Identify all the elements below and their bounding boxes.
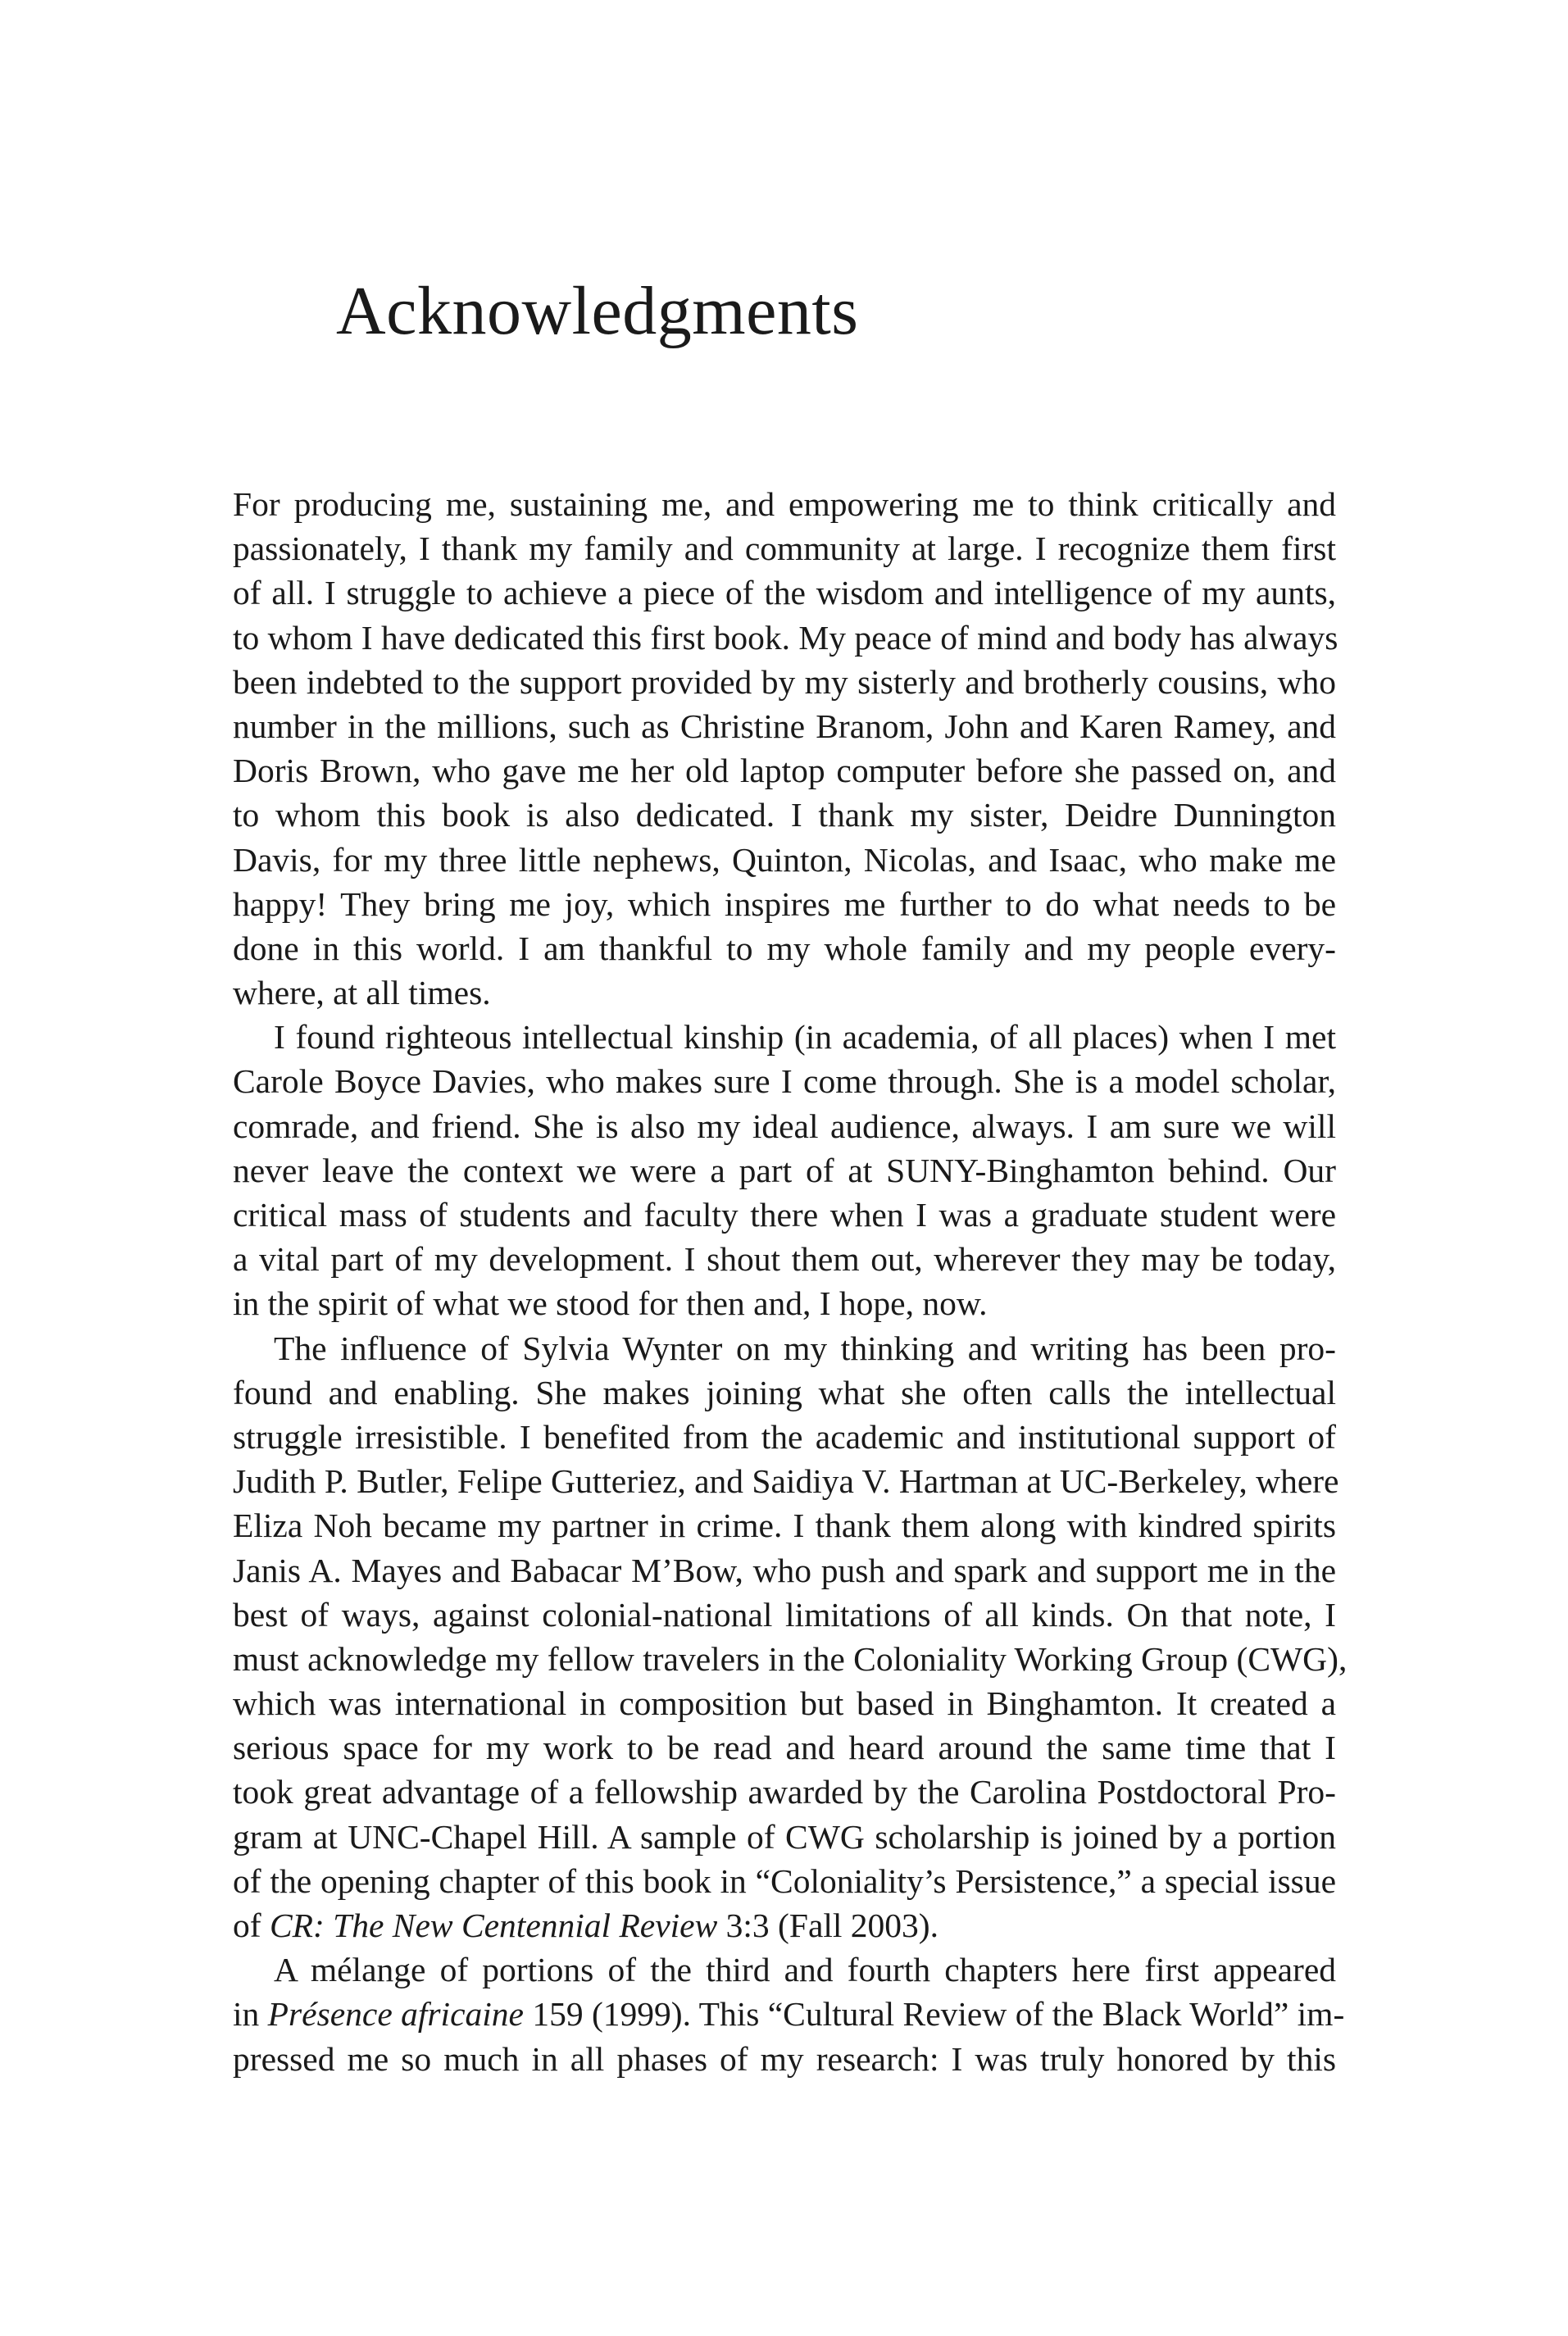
text-line: pressed me so much in all phases of my research: I was truly honored by this [233,2039,1336,2078]
text-fragment: 3:3 (Fall 2003). [717,1907,939,1944]
text-line: I found righteous intellectual kinship (in academia, of all places) when I met [274,1018,1336,1057]
text-line: happy! They bring me joy, which inspires me further to do what needs to be [233,884,1336,923]
text-line: in the spirit of what we stood for then and, I hope, now. [233,1284,988,1323]
text-line: Judith P. Butler, Felipe Gutteriez, and Saidiya V. Hartman at UC-Berkeley, where [233,1462,1339,1501]
text-line: a vital part of my development. I shout them out, wherever they may be today, [233,1240,1336,1279]
text-line: must acknowledge my fellow travelers in the Coloniality Working Group (CWG), [233,1639,1348,1678]
paragraph-4 [233,1947,1345,2081]
text-line: gram at UNC-Chapel Hill. A sample of CWG scholarship is joined by a portion [233,1817,1336,1856]
text-line: Carole Boyce Davies, who makes sure I come through. She is a model scholar, [233,1062,1336,1101]
text-line: found and enabling. She makes joining what she often calls the intellectual [233,1373,1336,1411]
text-line: comrade, and friend. She is also my ideal audience, always. I am sure we will [233,1107,1336,1145]
text-line: The influence of Sylvia Wynter on my thinking and writing has been pro- [274,1329,1336,1367]
journal-title: Présence africaine [267,1995,524,2034]
text-line: done in this world. I am thankful to my whole family and my people every- [233,929,1336,967]
text-line: to whom this book is also dedicated. I thank my sister, Deidre Dunnington [233,796,1336,834]
paragraph-2 [233,1015,1336,1325]
text-line: Eliza Noh became my partner in crime. I thank them along with kindred spirits [233,1507,1336,1545]
text-line: took great advantage of a fellowship awarded by the Carolina Postdoctoral Pro- [233,1773,1336,1811]
text-line: which was international in composition but based in Binghamton. It created a [233,1684,1336,1723]
text-line: best of ways, against colonial-national limitations of all kinds. On that note, I [233,1595,1336,1634]
paragraph-1 [233,482,1336,1015]
text-line: Davis, for my three little nephews, Quinton, Nicolas, and Isaac, who make me [233,840,1336,879]
text-line: critical mass of students and faculty there when I was a graduate student were [233,1196,1336,1234]
text-line-with-citation [233,1992,1345,2036]
text-fragment: 159 (1999). This “Cultural Review of the Black World” im- [523,1995,1345,2034]
text-fragment: of [233,1907,270,1944]
text-line: For producing me, sustaining me, and empowering me to think critically and [233,485,1336,523]
text-line: A mélange of portions of the third and fourth chapters here first appeared [274,1951,1336,1989]
text-line: Janis A. Mayes and Babacar M’Bow, who push and spark and support me in the [233,1551,1336,1589]
text-line: struggle irresistible. I benefited from the academic and institutional support of [233,1417,1336,1456]
text-line: Doris Brown, who gave me her old laptop computer before she passed on, and [233,752,1336,790]
text-line: of the opening chapter of this book in “Coloniality’s Persistence,” a special issue [233,1861,1336,1900]
page-title: Acknowledgments [336,273,859,349]
text-line: passionately, I thank my family and community at large. I recognize them first [233,529,1336,568]
text-line: where, at all times. [233,974,491,1012]
journal-title: CR: The New Centennial Review [269,1907,718,1944]
text-line: of all. I struggle to achieve a piece of the wisdom and intelligence of my aunts, [233,574,1336,612]
text-fragment: in [233,1995,268,2034]
paragraph-3 [233,1326,1348,1948]
text-line: never leave the context we were a part of at SUNY-Binghamton behind. Our [233,1151,1336,1189]
text-line: to whom I have dedicated this first book. My peace of mind and body has always [233,618,1338,657]
text-line: serious space for my work to be read and heard around the same time that I [233,1729,1336,1767]
text-line: number in the millions, such as Christine Branom, John and Karen Ramey, and [233,707,1336,745]
body-text [233,482,1348,2081]
text-line-with-citation [233,1903,1336,1947]
text-line: been indebted to the support provided by my sisterly and brotherly cousins, who [233,662,1336,701]
